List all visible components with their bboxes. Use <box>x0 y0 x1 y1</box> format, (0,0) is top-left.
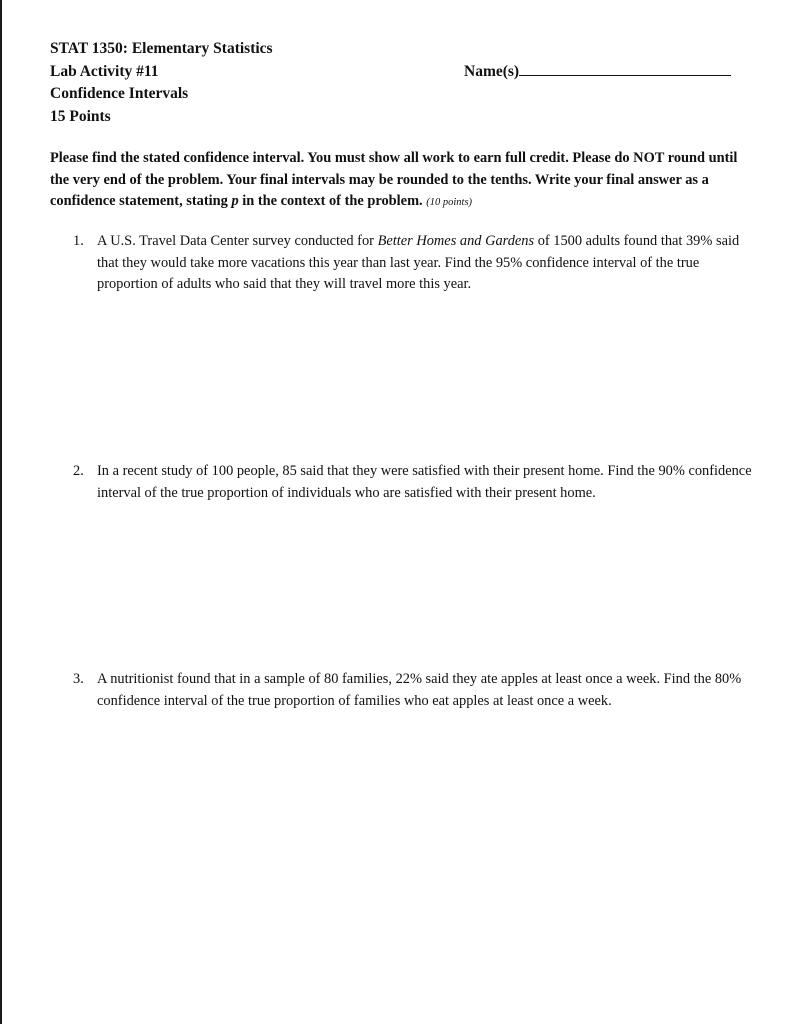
problem-text-before: A U.S. Travel Data Center survey conducted for <box>97 233 378 249</box>
publication-name: Better Homes and Gardens <box>377 233 535 249</box>
instructions-text-part2: in the context of the problem. <box>238 193 423 210</box>
course-title: STAT 1350: Elementary Statistics <box>50 40 273 57</box>
page-left-border <box>0 0 2 1024</box>
problem-2 <box>73 461 763 504</box>
name-label: Name(s) <box>464 62 520 80</box>
name-field[interactable] <box>464 61 731 84</box>
document-header <box>50 38 750 129</box>
problem-number: 1. <box>73 233 84 249</box>
lab-title: Lab Activity #11 <box>50 62 159 80</box>
name-blank-line[interactable] <box>519 61 731 76</box>
problem-1 <box>73 231 763 296</box>
problem-number: 3. <box>73 671 84 687</box>
instructions-variable: p <box>231 193 239 210</box>
instructions-paragraph <box>50 148 750 214</box>
points-label: 15 Points <box>50 108 111 126</box>
instructions-text-part1: Please find the stated confidence interval. You must show all work to earn full credit. Please do NOT round until the very end of the problem. Your final intervals may be rounded to the tenths. Write your final answer as a confidence statement, stating <box>50 150 738 210</box>
topic-title: Confidence Intervals <box>50 85 189 103</box>
problem-text: In a recent study of 100 people, 85 said that they were satisfied with their present home. Find the 90% confidence interval of the true proportion of individuals who are satisfied with their present home. <box>97 463 752 501</box>
points-note: (10 points) <box>426 197 473 209</box>
problem-text-after: of 1500 adults found that 39% said that they would take more vacations this year than last year. Find the 95% confidence interval of the true proportion of adults who said that they will travel more this year. <box>97 233 740 293</box>
problem-text: A nutritionist found that in a sample of 80 families, 22% said they ate apples at least once a week. Find the 80% confidence interval of the true proportion of families who eat apples at least once a week. <box>97 671 742 709</box>
problem-number: 2. <box>73 463 84 479</box>
problem-3 <box>73 669 763 712</box>
problem-text <box>97 231 763 296</box>
